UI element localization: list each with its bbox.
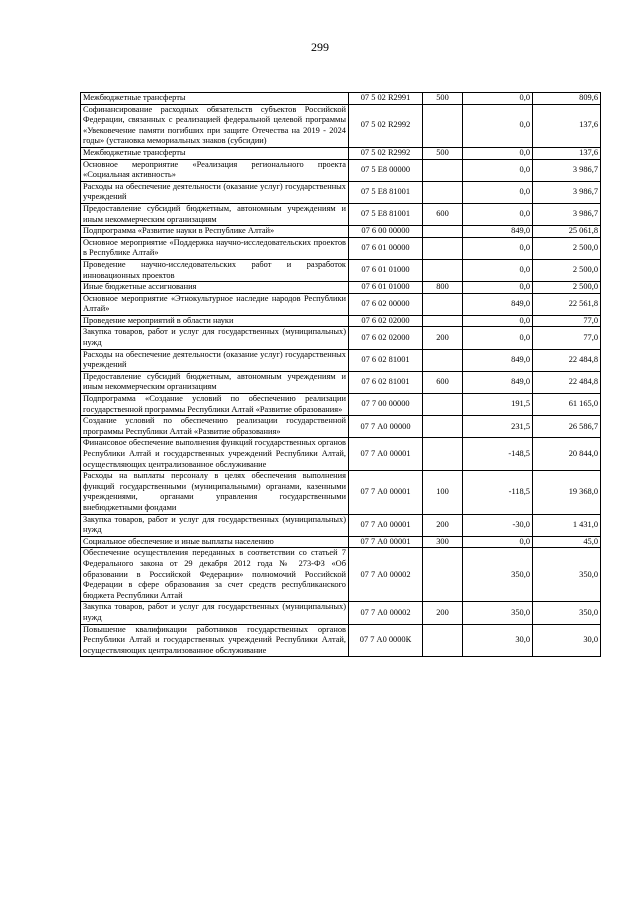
row-name: Проведение научно-исследовательских работ и разработок инновационных проектов [81, 259, 349, 281]
row-amount-total: 22 484,8 [533, 349, 601, 371]
table-row [81, 226, 601, 238]
row-amount-change: 0,0 [463, 93, 533, 105]
row-name: Расходы на выплаты персоналу в целях обеспечения выполнения функций государственными (муниципальными) органами, казенными учреждениями, органами управления государственными внебюджетными фондами [81, 471, 349, 514]
row-code: 07 5 E8 81001 [349, 181, 423, 203]
row-expense-type: 500 [423, 147, 463, 159]
row-amount-change: 0,0 [463, 315, 533, 327]
row-amount-change: 231,5 [463, 416, 533, 438]
row-amount-change: 849,0 [463, 371, 533, 393]
row-code: 07 6 01 01000 [349, 282, 423, 294]
row-amount-change: 350,0 [463, 548, 533, 602]
row-expense-type: 500 [423, 93, 463, 105]
row-name: Предоставление субсидий бюджетным, автономным учреждениям и иным некоммерческим организациям [81, 203, 349, 225]
row-code: 07 7 А0 0000К [349, 624, 423, 657]
row-code: 07 7 А0 00001 [349, 438, 423, 471]
row-amount-change: 849,0 [463, 293, 533, 315]
row-amount-change: 0,0 [463, 203, 533, 225]
row-code: 07 7 А0 00001 [349, 536, 423, 548]
row-amount-total: 2 500,0 [533, 282, 601, 294]
table-row [81, 282, 601, 294]
table-row [81, 93, 601, 105]
row-name: Основное мероприятие «Поддержка научно-исследовательских проектов в Республике Алтай» [81, 237, 349, 259]
row-expense-type [423, 226, 463, 238]
table-row [81, 371, 601, 393]
row-amount-total: 809,6 [533, 93, 601, 105]
row-amount-change: 0,0 [463, 536, 533, 548]
table-row [81, 237, 601, 259]
row-code: 07 7 А0 00002 [349, 602, 423, 624]
row-code: 07 7 А0 00001 [349, 514, 423, 536]
budget-table-body [81, 93, 601, 657]
row-amount-total: 22 561,8 [533, 293, 601, 315]
row-name: Финансовое обеспечение выполнения функций государственных органов Республики Алтай и государственных учреждений Республики Алтай, осуществляющих централизованное обслуживание [81, 438, 349, 471]
row-amount-change: 849,0 [463, 226, 533, 238]
row-name: Подпрограмма «Создание условий по обеспечению реализации государственной программы Республики Алтай «Развитие образования» [81, 394, 349, 416]
budget-table [80, 92, 601, 657]
row-amount-total: 3 986,7 [533, 159, 601, 181]
table-row [81, 293, 601, 315]
row-expense-type: 100 [423, 471, 463, 514]
table-row [81, 394, 601, 416]
row-name: Проведение мероприятий в области науки [81, 315, 349, 327]
row-amount-total: 77,0 [533, 315, 601, 327]
row-name: Межбюджетные трансферты [81, 147, 349, 159]
row-amount-total: 19 368,0 [533, 471, 601, 514]
row-code: 07 7 А0 00002 [349, 548, 423, 602]
row-expense-type: 600 [423, 203, 463, 225]
row-amount-total: 30,0 [533, 624, 601, 657]
row-code: 07 6 02 00000 [349, 293, 423, 315]
row-expense-type [423, 416, 463, 438]
row-amount-total: 2 500,0 [533, 259, 601, 281]
table-row [81, 624, 601, 657]
row-amount-change: -148,5 [463, 438, 533, 471]
row-amount-total: 3 986,7 [533, 181, 601, 203]
row-code: 07 6 01 01000 [349, 259, 423, 281]
row-expense-type [423, 349, 463, 371]
row-code: 07 5 02 R2992 [349, 147, 423, 159]
row-code: 07 6 00 00000 [349, 226, 423, 238]
row-amount-total: 26 586,7 [533, 416, 601, 438]
row-name: Расходы на обеспечение деятельности (оказание услуг) государственных учреждений [81, 349, 349, 371]
row-name: Предоставление субсидий бюджетным, автономным учреждениям и иным некоммерческим организациям [81, 371, 349, 393]
row-expense-type [423, 259, 463, 281]
row-code: 07 5 02 R2992 [349, 104, 423, 147]
table-row [81, 104, 601, 147]
row-expense-type [423, 104, 463, 147]
row-code: 07 5 02 R2991 [349, 93, 423, 105]
row-name: Закупка товаров, работ и услуг для государственных (муниципальных) нужд [81, 602, 349, 624]
row-amount-total: 3 986,7 [533, 203, 601, 225]
row-expense-type: 600 [423, 371, 463, 393]
row-name: Основное мероприятие «Этнокультурное наследие народов Республики Алтай» [81, 293, 349, 315]
row-amount-change: 0,0 [463, 181, 533, 203]
row-expense-type [423, 438, 463, 471]
table-row [81, 159, 601, 181]
row-amount-change: 849,0 [463, 349, 533, 371]
row-name: Создание условий по обеспечению реализации государственной программы Республики Алтай «Развитие образования» [81, 416, 349, 438]
row-name: Социальное обеспечение и иные выплаты населению [81, 536, 349, 548]
row-expense-type [423, 315, 463, 327]
row-amount-total: 137,6 [533, 147, 601, 159]
table-row [81, 259, 601, 281]
table-row [81, 471, 601, 514]
row-code: 07 6 02 81001 [349, 371, 423, 393]
row-amount-change: 0,0 [463, 159, 533, 181]
row-amount-change: 350,0 [463, 602, 533, 624]
row-expense-type [423, 624, 463, 657]
row-expense-type: 800 [423, 282, 463, 294]
row-name: Основное мероприятие «Реализация регионального проекта «Социальная активность» [81, 159, 349, 181]
row-amount-change: -118,5 [463, 471, 533, 514]
table-row [81, 203, 601, 225]
table-row [81, 514, 601, 536]
row-amount-change: 0,0 [463, 282, 533, 294]
row-amount-total: 350,0 [533, 548, 601, 602]
row-name: Межбюджетные трансферты [81, 93, 349, 105]
table-row [81, 147, 601, 159]
table-row [81, 416, 601, 438]
table-row [81, 327, 601, 349]
row-expense-type [423, 394, 463, 416]
row-expense-type: 200 [423, 514, 463, 536]
row-amount-change: 0,0 [463, 147, 533, 159]
row-name: Закупка товаров, работ и услуг для государственных (муниципальных) нужд [81, 327, 349, 349]
row-amount-total: 350,0 [533, 602, 601, 624]
row-expense-type [423, 293, 463, 315]
table-row [81, 438, 601, 471]
row-amount-change: 0,0 [463, 259, 533, 281]
row-name: Повышение квалификации работников государственных органов Республики Алтай и государственных учреждений Республики Алтай, осуществляющих централизованное обслуживание [81, 624, 349, 657]
row-amount-change: 30,0 [463, 624, 533, 657]
table-row [81, 602, 601, 624]
row-code: 07 6 02 02000 [349, 327, 423, 349]
row-amount-total: 45,0 [533, 536, 601, 548]
row-amount-total: 1 431,0 [533, 514, 601, 536]
row-code: 07 5 E8 81001 [349, 203, 423, 225]
row-name: Софинансирование расходных обязательств субъектов Российской Федерации, связанных с реализацией федеральной целевой программы «Увековечение памяти погибших при защите Отечества на 2019 - 2024 годы» (установка мемориальных знаков (субсидии) [81, 104, 349, 147]
table-row [81, 536, 601, 548]
row-expense-type [423, 181, 463, 203]
row-amount-total: 25 061,8 [533, 226, 601, 238]
row-code: 07 7 А0 00001 [349, 471, 423, 514]
row-code: 07 6 02 02000 [349, 315, 423, 327]
row-amount-change: -30,0 [463, 514, 533, 536]
row-name: Расходы на обеспечение деятельности (оказание услуг) государственных учреждений [81, 181, 349, 203]
table-row [81, 548, 601, 602]
row-name: Подпрограмма «Развитие науки в Республике Алтай» [81, 226, 349, 238]
row-name: Закупка товаров, работ и услуг для государственных (муниципальных) нужд [81, 514, 349, 536]
table-row [81, 349, 601, 371]
row-code: 07 6 02 81001 [349, 349, 423, 371]
row-amount-total: 61 165,0 [533, 394, 601, 416]
row-amount-total: 2 500,0 [533, 237, 601, 259]
row-amount-total: 22 484,8 [533, 371, 601, 393]
row-expense-type: 200 [423, 327, 463, 349]
row-amount-change: 191,5 [463, 394, 533, 416]
row-amount-total: 77,0 [533, 327, 601, 349]
row-expense-type [423, 237, 463, 259]
row-code: 07 7 00 00000 [349, 394, 423, 416]
table-row [81, 315, 601, 327]
table-row [81, 181, 601, 203]
row-code: 07 5 E8 00000 [349, 159, 423, 181]
page-number: 299 [311, 40, 329, 54]
row-name: Иные бюджетные ассигнования [81, 282, 349, 294]
row-amount-change: 0,0 [463, 327, 533, 349]
row-expense-type: 200 [423, 602, 463, 624]
row-code: 07 7 А0 00000 [349, 416, 423, 438]
row-name: Обеспечение осуществления переданных в соответствии со статьей 7 Федерального закона от 29 декабря 2012 года № 273-ФЗ «Об образовании в Российской Федерации» полномочий Российской Федерации в сфере образования за счет средств республиканского бюджета Республики Алтай [81, 548, 349, 602]
row-amount-change: 0,0 [463, 237, 533, 259]
row-amount-total: 137,6 [533, 104, 601, 147]
row-expense-type [423, 159, 463, 181]
row-code: 07 6 01 00000 [349, 237, 423, 259]
row-amount-total: 20 844,0 [533, 438, 601, 471]
row-expense-type: 300 [423, 536, 463, 548]
row-amount-change: 0,0 [463, 104, 533, 147]
row-expense-type [423, 548, 463, 602]
